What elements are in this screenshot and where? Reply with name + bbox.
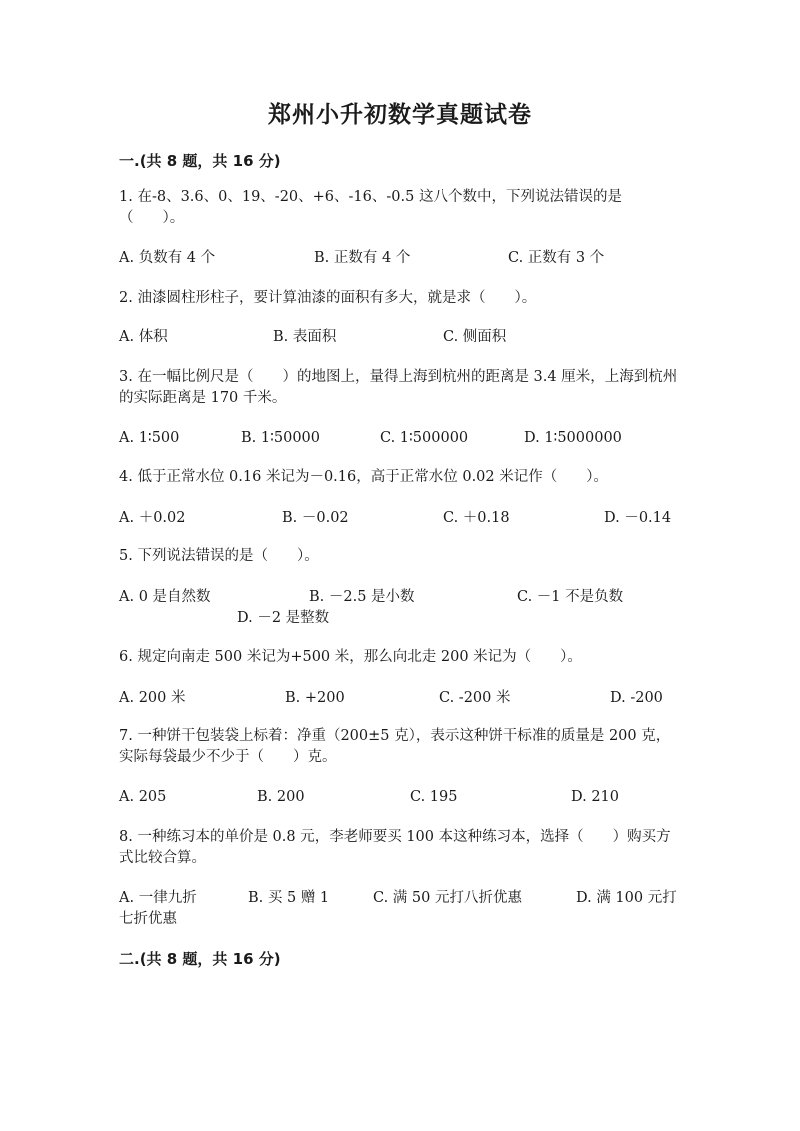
section-1-heading: 一.(共 8 题，共 16 分) [119,152,281,170]
question-1-option-a: A. 负数有 4 个 [119,250,216,266]
exam-title: 郑州小升初数学真题试卷 [268,102,532,128]
question-5-option-c: C. －1 不是负数 [517,589,624,605]
question-4-option-b: B. －0.02 [282,510,349,526]
question-7-option-d: D. 210 [571,789,620,805]
question-5-option-d: D. －2 是整数 [237,610,330,626]
section-2-heading: 二.(共 8 题，共 16 分) [119,950,281,968]
question-1: 1. 在-8、3.6、0、19、-20、+6、-16、-0.5 这八个数中，下列说法错误的是（ ）。 [119,189,622,226]
question-5-option-a: A. 0 是自然数 [119,589,211,605]
question-8-options [119,888,684,932]
question-2-options [119,327,684,371]
question-6-option-a: A. 200 米 [119,690,186,706]
question-8-option-d: D. 满 100 元打七折优惠 [119,890,677,927]
question-6-option-d: D. -200 [610,690,663,706]
question-2: 2. 油漆圆柱形柱子，要计算油漆的面积有多大，就是求（ ）。 [119,290,537,306]
question-8-option-b: B. 买 5 赠 1 [248,890,330,906]
question-3: 3. 在一幅比例尺是（ ）的地图上，量得上海到杭州的距离是 3.4 厘米，上海到杭州的实际距离是 170 千米。 [119,369,678,406]
question-7-options [119,787,684,831]
question-4-option-a: A. ＋0.02 [119,510,186,526]
question-7-option-c: C. 195 [410,789,458,805]
question-3-option-c: C. 1∶500000 [380,430,469,446]
question-8-option-c: C. 满 50 元打八折优惠 [373,890,522,906]
question-7-option-b: B. 200 [257,789,305,805]
question-4: 4. 低于正常水位 0.16 米记为－0.16，高于正常水位 0.02 米记作（ ）。 [119,469,608,485]
question-4-option-c: C. ＋0.18 [443,510,510,526]
question-8-option-a: A. 一律九折 [119,890,197,906]
question-1-options [119,248,684,292]
question-6: 6. 规定向南走 500 米记为+500 米，那么向北走 200 米记为（ ）。 [119,649,582,665]
question-1-option-c: C. 正数有 3 个 [508,250,605,266]
question-8: 8. 一种练习本的单价是 0.8 元，李老师要买 100 本这种练习本，选择（ ）购买方式比较合算。 [119,829,671,866]
question-6-option-b: B. +200 [285,690,345,706]
question-2-option-b: B. 表面积 [273,329,337,345]
question-2-option-a: A. 体积 [119,329,168,345]
question-3-option-a: A. 1∶500 [119,430,180,446]
question-1-option-b: B. 正数有 4 个 [314,250,411,266]
question-6-option-c: C. -200 米 [439,690,511,706]
question-7: 7. 一种饼干包装袋上标着：净重（200±5 克），表示这种饼干标准的质量是 200 克，实际每袋最少不少于（ ）克。 [119,728,671,765]
question-2-option-c: C. 侧面积 [443,329,507,345]
question-3-option-b: B. 1∶50000 [241,430,320,446]
question-3-options [119,428,684,472]
question-5: 5. 下列说法错误的是（ ）。 [119,548,319,564]
question-3-option-d: D. 1∶5000000 [524,430,622,446]
question-4-option-d: D. －0.14 [604,510,672,526]
question-5-option-b: B. －2.5 是小数 [309,589,415,605]
question-5-options [119,587,684,631]
question-7-option-a: A. 205 [119,789,167,805]
